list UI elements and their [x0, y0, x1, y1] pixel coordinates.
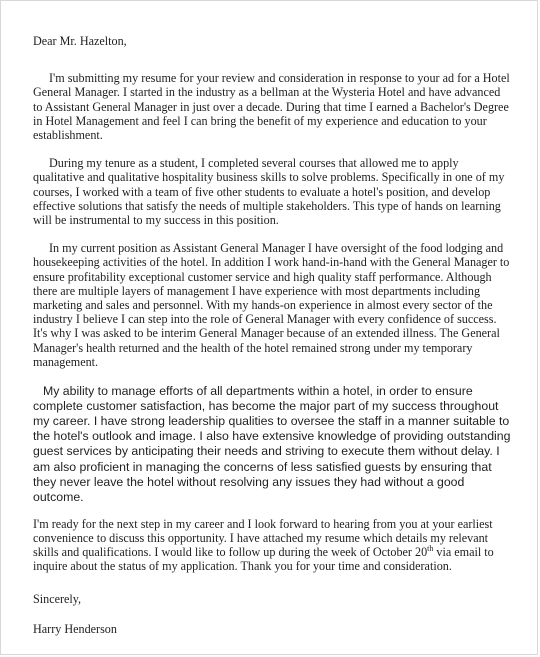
cover-letter	[33, 34, 511, 636]
letter-greeting: Dear Mr. Hazelton,	[33, 34, 127, 48]
follow-up-text-end: via email to inquire about the status of my application. Thank you for your time and consideration.	[33, 545, 494, 574]
letter-closing: Sincerely,	[33, 591, 82, 606]
letter-paragraph-current-position: In my current position as Assistant General Manager I have oversight of the food lodging and housekeeping activities of the hotel. In addition I work hand-in-hand with the General Manager to ensure profitability exceptional customer service and high quality staff performance. Although there are multiple layers of management I have experience with most departments including marketing and sales and personnel. With my hands-on experience in almost every sector of the industry I believe I can step into the role of General Manager with every confidence of success. It's why I was asked to be interim General Manager because of an extended illness. The General Manager's health returned and the health of the hotel remained strong under my temporary management.	[33, 241, 510, 369]
letter-signature: Harry Henderson	[33, 621, 117, 636]
letter-paragraph-follow-up	[33, 517, 511, 574]
letter-paragraph-education: During my tenure as a student, I completed several courses that allowed me to apply qualitative and qualitative hospitality business skills to solve problems. Specifically in one of my courses, I worked with a team of five other students to evaluate a hotel's position, and develop effective solutions that satisfy the needs of multiple stakeholders. This type of hands on learning will be instrumental to my success in this position.	[33, 156, 505, 228]
date-ordinal-superscript: th	[427, 544, 434, 554]
letter-paragraph-management-ability: My ability to manage efforts of all departments within a hotel, in order to ensure complete customer satisfaction, has become the major part of my success throughout my career. I have strong leadership qualities to oversee the staff in a manner suitable to the hotel's outlook and image. I also have extensive knowledge of providing outstanding guest services by anticipating their needs and striving to execute them without delay. I am also proficient in managing the concerns of less satisfied guests by ensuring that they never leave the hotel without resolving any issues they had without a good outcome.	[33, 384, 511, 504]
follow-up-text-start: I'm ready for the next step in my career and I look forward to hearing from you at your earliest convenience to discuss this opportunity. I have attached my resume which details my relevant skills and qualifications. I would like to follow up during the week of October 20	[33, 516, 493, 560]
letter-paragraph-intro: I'm submitting my resume for your review and consideration in response to your ad for a Hotel General Manager. I started in the industry as a bellman at the Wysteria Hotel and have advanced to Assistant General Manager in just over a decade. During that time I earned a Bachelor's Degree in Hotel Management and feel I can bring the benefit of my experience and education to your establishment.	[33, 71, 510, 143]
